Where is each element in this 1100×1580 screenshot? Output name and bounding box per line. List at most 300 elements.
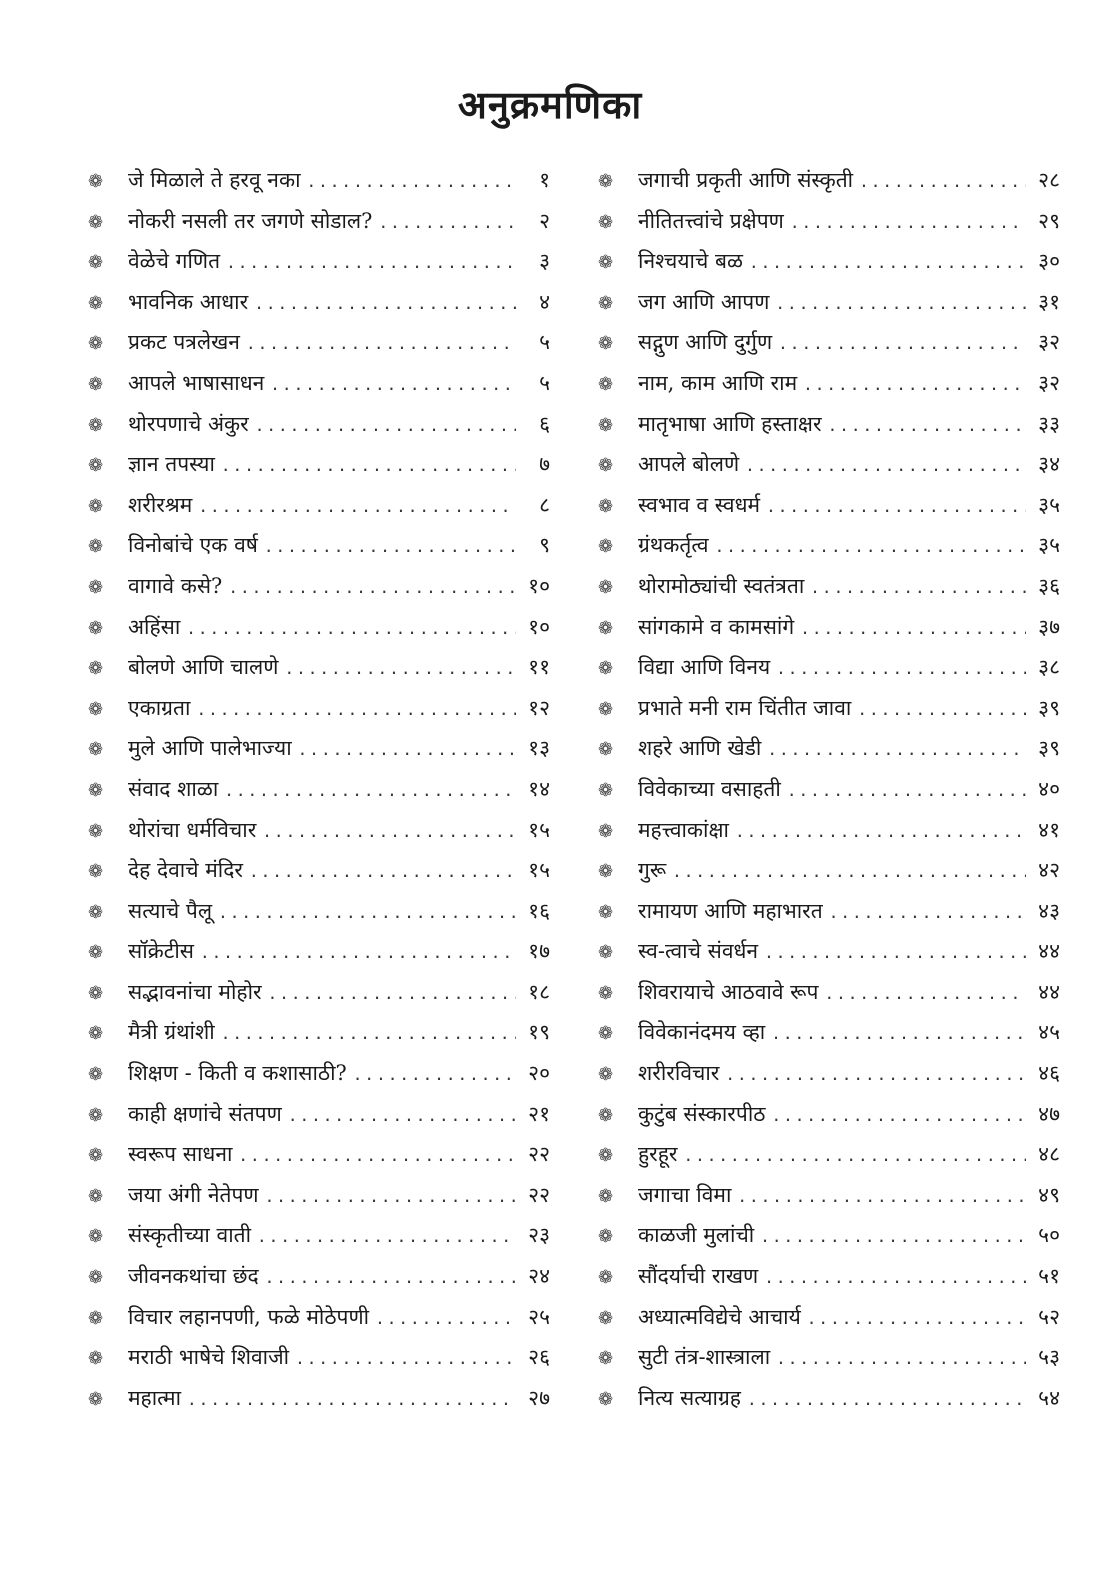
toc-entry-title: हुरहूर	[638, 1142, 678, 1167]
dot-leader	[288, 1096, 516, 1136]
toc-entry-page-number: ३५	[1038, 533, 1060, 558]
toc-entry-title: शिक्षण - किती व कशासाठी?	[128, 1061, 347, 1086]
toc-entry-title: संवाद शाळा	[128, 776, 219, 801]
flower-bullet-icon: ❁	[88, 739, 104, 761]
toc-entry	[88, 769, 550, 810]
toc-entry	[598, 1053, 1060, 1094]
toc-entry-page-number: ३२	[1038, 370, 1060, 395]
toc-entry-title: मराठी भाषेचे शिवाजी	[128, 1345, 290, 1370]
toc-entry	[598, 1378, 1060, 1419]
toc-entry	[598, 850, 1060, 891]
toc-entry-page-number: २७	[528, 1385, 550, 1410]
toc-entry	[598, 444, 1060, 485]
flower-bullet-icon: ❁	[598, 1388, 614, 1410]
toc-entry-page-number: १९	[528, 1020, 550, 1045]
flower-bullet-icon: ❁	[88, 617, 104, 639]
flower-bullet-icon: ❁	[88, 861, 104, 883]
toc-entry-title: गुरू	[638, 858, 667, 883]
dot-leader	[790, 203, 1026, 243]
toc-entry	[88, 1012, 550, 1053]
toc-entry-title: जगाची प्रकृती आणि संस्कृती	[638, 168, 854, 192]
flower-bullet-icon: ❁	[598, 211, 614, 233]
dot-leader	[810, 568, 1026, 608]
toc-entry-page-number: ३५	[1038, 492, 1060, 517]
dot-leader	[186, 609, 516, 649]
toc-entry	[88, 1297, 550, 1338]
dot-leader	[221, 446, 516, 486]
flower-bullet-icon: ❁	[88, 1226, 104, 1248]
toc-entry-page-number: ४०	[1038, 776, 1060, 801]
toc-entry-page-number: ४	[539, 289, 550, 314]
toc-entry-title: वागावे कसे?	[128, 573, 223, 598]
dot-leader	[262, 812, 516, 852]
toc-entry	[598, 160, 1060, 201]
toc-entry	[598, 647, 1060, 688]
flower-bullet-icon: ❁	[598, 982, 614, 1004]
flower-bullet-icon: ❁	[88, 292, 104, 314]
flower-bullet-icon: ❁	[598, 820, 614, 842]
toc-entry-page-number: १७	[528, 939, 550, 964]
toc-entry-page-number: ५४	[1038, 1385, 1060, 1410]
toc-entry	[88, 728, 550, 769]
toc-entry-title: विवेकाच्या वसाहती	[638, 776, 781, 801]
flower-bullet-icon: ❁	[88, 942, 104, 964]
flower-bullet-icon: ❁	[88, 414, 104, 436]
dot-leader	[200, 933, 516, 973]
flower-bullet-icon: ❁	[598, 1064, 614, 1086]
toc-entry-title: प्रभाते मनी राम चिंतीत जावा	[638, 695, 852, 720]
toc-entry-title: विचार लहानपणी, फळे मोठेपणी	[128, 1304, 370, 1329]
flower-bullet-icon: ❁	[88, 820, 104, 842]
toc-entry	[88, 1337, 550, 1378]
dot-leader	[353, 1055, 516, 1095]
dot-leader	[257, 1217, 516, 1257]
toc-entry-page-number: १३	[528, 736, 550, 761]
flower-bullet-icon: ❁	[88, 982, 104, 1004]
toc-entry	[88, 201, 550, 242]
toc-entry	[88, 1256, 550, 1297]
toc-entry-title: विद्या आणि विनय	[638, 655, 771, 680]
toc-entry-title: रामायण आणि महाभारत	[638, 898, 823, 923]
flower-bullet-icon: ❁	[88, 536, 104, 558]
toc-entry-page-number: ४८	[1038, 1142, 1060, 1167]
flower-bullet-icon: ❁	[598, 779, 614, 801]
toc-entry-title: विनोबांचे एक वर्ष	[128, 533, 258, 558]
flower-bullet-icon: ❁	[88, 1185, 104, 1207]
flower-bullet-icon: ❁	[598, 292, 614, 314]
dot-leader	[672, 852, 1026, 892]
toc-entry-title: सौंदर्याची राखण	[638, 1264, 759, 1289]
toc-entry	[88, 363, 550, 404]
flower-bullet-icon: ❁	[598, 252, 614, 274]
toc-entry-title: स्व-त्वाचे संवर्धन	[638, 939, 759, 964]
toc-entry	[598, 1134, 1060, 1175]
toc-entry	[598, 404, 1060, 445]
flower-bullet-icon: ❁	[88, 171, 104, 192]
flower-bullet-icon: ❁	[88, 1307, 104, 1329]
toc-entry	[88, 444, 550, 485]
flower-bullet-icon: ❁	[88, 252, 104, 274]
toc-entry-page-number: ९	[539, 533, 550, 558]
toc-entry-title: वेळेचे गणित	[128, 249, 221, 274]
dot-leader	[829, 893, 1026, 933]
toc-entry-title: सत्याचे पैलू	[128, 898, 213, 923]
dot-leader	[255, 406, 516, 446]
toc-entry-page-number: ३१	[1038, 289, 1060, 314]
toc-entry-page-number: २९	[1038, 208, 1060, 233]
toc-entry-title: शरीरविचार	[638, 1061, 720, 1086]
flower-bullet-icon: ❁	[88, 576, 104, 598]
toc-entry-page-number: ८	[539, 492, 550, 517]
flower-bullet-icon: ❁	[88, 1104, 104, 1126]
toc-entry-title: शहरे आणि खेडी	[638, 736, 762, 761]
dot-leader	[771, 1096, 1026, 1136]
dot-leader	[771, 1014, 1026, 1054]
toc-entry	[88, 525, 550, 566]
flower-bullet-icon: ❁	[598, 1104, 614, 1126]
flower-bullet-icon: ❁	[88, 455, 104, 477]
dot-leader	[226, 243, 516, 283]
flower-bullet-icon: ❁	[598, 861, 614, 883]
page-title: अनुक्रमणिका	[457, 82, 643, 127]
dot-leader	[246, 324, 516, 364]
dot-leader	[735, 812, 1026, 852]
toc-entry-title: महत्त्वाकांक्षा	[638, 817, 729, 842]
toc-entry-page-number: ५०	[1038, 1223, 1060, 1248]
toc-entry-title: निश्चयाचे बळ	[638, 249, 743, 274]
toc-entry-title: सॉक्रेटीस	[128, 939, 194, 964]
toc-entry-page-number: ४९	[1038, 1182, 1060, 1207]
flower-bullet-icon: ❁	[88, 1064, 104, 1086]
flower-bullet-icon: ❁	[88, 211, 104, 233]
dot-leader	[775, 284, 1026, 324]
toc-entry	[88, 810, 550, 851]
toc-entry	[88, 647, 550, 688]
toc-entry-title: महात्मा	[128, 1385, 182, 1410]
flower-bullet-icon: ❁	[598, 333, 614, 355]
toc-entry-page-number: ३२	[1038, 330, 1060, 355]
dot-leader	[766, 487, 1026, 527]
dot-leader	[776, 1339, 1026, 1379]
dot-leader	[238, 1136, 516, 1176]
toc-entry	[598, 972, 1060, 1013]
dot-leader	[307, 162, 516, 202]
toc-entry-title: कुटुंब संस्कारपीठ	[638, 1101, 766, 1126]
toc-entry-page-number: २३	[528, 1223, 550, 1248]
toc-entry	[88, 607, 550, 648]
toc-entry-page-number: ५	[539, 370, 550, 395]
toc-entry-page-number: ४७	[1038, 1101, 1060, 1126]
toc-entry-page-number: १६	[528, 898, 550, 923]
toc-entry-page-number: ४४	[1038, 939, 1060, 964]
toc-entry-page-number: ३०	[1038, 249, 1060, 274]
dot-leader	[737, 1177, 1026, 1217]
toc-entry-page-number: १०	[528, 614, 550, 639]
toc-entry	[598, 607, 1060, 648]
dot-leader	[683, 1136, 1026, 1176]
toc-entry	[88, 1134, 550, 1175]
dot-leader	[828, 406, 1026, 446]
toc-entry	[598, 1215, 1060, 1256]
toc-entry	[88, 404, 550, 445]
dot-leader	[198, 487, 516, 527]
flower-bullet-icon: ❁	[88, 1348, 104, 1370]
toc-entry-title: भावनिक आधार	[128, 289, 249, 314]
toc-entry-page-number: ४५	[1038, 1020, 1060, 1045]
toc-entry	[598, 1337, 1060, 1378]
toc-entry-title: सद्गुण आणि दुर्गुण	[638, 330, 773, 355]
flower-bullet-icon: ❁	[598, 617, 614, 639]
toc-entry-page-number: ३७	[1038, 614, 1060, 639]
dot-leader	[764, 1258, 1026, 1298]
toc-entry	[598, 1256, 1060, 1297]
flower-bullet-icon: ❁	[598, 739, 614, 761]
dot-leader	[824, 974, 1026, 1014]
dot-leader	[228, 568, 516, 608]
toc-entry-title: जग आणि आपण	[638, 289, 770, 314]
toc-entry-page-number: १	[539, 168, 550, 192]
toc-entry-title: नोकरी नसली तर जगणे सोडाल?	[128, 208, 373, 233]
toc-entry-title: शिवरायाचे आठवावे रूप	[638, 979, 819, 1004]
toc-entry-title: मुले आणि पालेभाज्या	[128, 736, 292, 761]
toc-entry	[88, 891, 550, 932]
flower-bullet-icon: ❁	[88, 901, 104, 923]
flower-bullet-icon: ❁	[88, 1267, 104, 1289]
dot-leader	[747, 1380, 1026, 1420]
toc-entry	[88, 1378, 550, 1419]
toc-entry	[88, 282, 550, 323]
dot-leader	[767, 730, 1026, 770]
dot-leader	[375, 1299, 516, 1339]
toc-entry	[88, 566, 550, 607]
dot-leader	[298, 730, 516, 770]
toc-entry-title: शरीरश्रम	[128, 492, 193, 517]
toc-entry	[598, 241, 1060, 282]
toc-entry	[598, 201, 1060, 242]
dot-leader	[778, 324, 1026, 364]
toc-entry-title: एकाग्रता	[128, 695, 191, 720]
flower-bullet-icon: ❁	[88, 373, 104, 395]
toc-entry	[88, 322, 550, 363]
toc-entry	[598, 485, 1060, 526]
toc-entry	[598, 363, 1060, 404]
toc-entry-page-number: ३४	[1038, 452, 1060, 477]
toc-entry-page-number: २४	[528, 1264, 550, 1289]
toc-entry-title: सद्भावनांचा मोहोर	[128, 979, 262, 1004]
toc-entry-page-number: ३६	[1038, 573, 1060, 598]
toc-entry	[88, 160, 550, 201]
dot-leader	[224, 771, 516, 811]
toc-entry-title: नित्य सत्याग्रह	[638, 1385, 741, 1410]
dot-leader	[249, 852, 516, 892]
dot-leader	[807, 1299, 1026, 1339]
flower-bullet-icon: ❁	[88, 779, 104, 801]
dot-leader	[196, 690, 516, 730]
toc-entry-page-number: ३८	[1038, 655, 1060, 680]
dot-leader	[800, 609, 1026, 649]
toc-entry	[88, 850, 550, 891]
flower-bullet-icon: ❁	[598, 901, 614, 923]
flower-bullet-icon: ❁	[598, 536, 614, 558]
contents-column-right	[598, 160, 1060, 1418]
toc-entry	[88, 485, 550, 526]
toc-entry-page-number: २०	[528, 1061, 550, 1086]
toc-entry-page-number: ४४	[1038, 979, 1060, 1004]
dot-leader	[221, 1014, 516, 1054]
toc-entry-page-number: २६	[528, 1345, 550, 1370]
toc-entry	[598, 1175, 1060, 1216]
toc-entry	[88, 972, 550, 1013]
flower-bullet-icon: ❁	[598, 1226, 614, 1248]
toc-entry-page-number: १४	[528, 776, 550, 801]
toc-entry-page-number: ३३	[1038, 411, 1060, 436]
toc-entry-title: थोरांचा धर्मविचार	[128, 817, 257, 842]
flower-bullet-icon: ❁	[598, 1185, 614, 1207]
toc-entry	[598, 282, 1060, 323]
toc-entry-page-number: २२	[528, 1142, 550, 1167]
flower-bullet-icon: ❁	[598, 576, 614, 598]
dot-leader	[218, 893, 516, 933]
toc-entry	[88, 688, 550, 729]
toc-entry-title: विवेकानंदमय व्हा	[638, 1020, 766, 1045]
toc-entry-title: थोरपणाचे अंकुर	[128, 411, 249, 436]
dot-leader	[787, 771, 1026, 811]
toc-entry-title: अध्यात्मविद्येचे आचार्य	[638, 1304, 801, 1329]
dot-leader	[776, 649, 1026, 689]
toc-entry	[88, 241, 550, 282]
dot-leader	[715, 527, 1026, 567]
toc-entry	[598, 769, 1060, 810]
dot-leader	[265, 1258, 516, 1298]
toc-entry-page-number: १५	[528, 817, 550, 842]
toc-entry-title: जे मिळाले ते हरवू नका	[128, 168, 301, 192]
flower-bullet-icon: ❁	[598, 658, 614, 680]
toc-entry-title: नाम, काम आणि राम	[638, 370, 798, 395]
toc-entry	[598, 1012, 1060, 1053]
toc-entry-page-number: ४२	[1038, 858, 1060, 883]
toc-entry	[598, 728, 1060, 769]
toc-entry	[88, 1053, 550, 1094]
flower-bullet-icon: ❁	[598, 1145, 614, 1167]
flower-bullet-icon: ❁	[88, 698, 104, 720]
toc-entry-title: जीवनकथांचा छंद	[128, 1264, 259, 1289]
flower-bullet-icon: ❁	[598, 1307, 614, 1329]
toc-entry-page-number: ५३	[1038, 1345, 1060, 1370]
dot-leader	[295, 1339, 516, 1379]
dot-leader	[187, 1380, 516, 1420]
flower-bullet-icon: ❁	[598, 942, 614, 964]
toc-entry	[598, 810, 1060, 851]
toc-entry-title: नीतितत्त्वांचे प्रक्षेपण	[638, 208, 784, 233]
flower-bullet-icon: ❁	[598, 1267, 614, 1289]
toc-entry	[598, 525, 1060, 566]
toc-entry-page-number: १२	[528, 695, 550, 720]
toc-entry-title: प्रकट पत्रलेखन	[128, 330, 240, 355]
flower-bullet-icon: ❁	[88, 1145, 104, 1167]
toc-entry-title: सांगकामे व कामसांगे	[638, 614, 795, 639]
dot-leader	[803, 365, 1026, 405]
dot-leader	[270, 365, 516, 405]
toc-entry-page-number: ५	[539, 330, 550, 355]
toc-entry	[598, 891, 1060, 932]
flower-bullet-icon: ❁	[598, 698, 614, 720]
toc-entry-page-number: ६	[539, 411, 550, 436]
dot-leader	[284, 649, 516, 689]
flower-bullet-icon: ❁	[88, 658, 104, 680]
dot-leader	[268, 974, 516, 1014]
toc-entry-page-number: २१	[528, 1101, 550, 1126]
toc-entry-page-number: १८	[528, 979, 550, 1004]
toc-entry-title: स्वरूप साधना	[128, 1142, 233, 1167]
flower-bullet-icon: ❁	[88, 1388, 104, 1410]
toc-entry-title: मैत्री ग्रंथांशी	[128, 1020, 215, 1045]
toc-entry-title: सुटी तंत्र-शास्त्राला	[638, 1345, 771, 1370]
dot-leader	[378, 203, 516, 243]
toc-entry	[598, 1297, 1060, 1338]
toc-entry	[598, 322, 1060, 363]
toc-entry-page-number: ३९	[1038, 736, 1060, 761]
toc-entry-title: ज्ञान तपस्या	[128, 452, 215, 477]
toc-entry-page-number: २२	[528, 1182, 550, 1207]
toc-entry-page-number: ४१	[1038, 817, 1060, 842]
toc-entry-title: काही क्षणांचे संतपण	[128, 1101, 282, 1126]
toc-entry-page-number: ३	[539, 249, 550, 274]
toc-entry-title: बोलणे आणि चालणे	[128, 655, 279, 680]
toc-entry-page-number: २८	[1038, 168, 1060, 192]
toc-entry-page-number: ५१	[1038, 1264, 1060, 1289]
flower-bullet-icon: ❁	[598, 414, 614, 436]
toc-entry-title: जया अंगी नेतेपण	[128, 1182, 259, 1207]
toc-entry-page-number: ३९	[1038, 695, 1060, 720]
flower-bullet-icon: ❁	[88, 1023, 104, 1045]
toc-entry-page-number: १५	[528, 858, 550, 883]
toc-entry-title: आपले भाषासाधन	[128, 370, 265, 395]
flower-bullet-icon: ❁	[598, 373, 614, 395]
dot-leader	[859, 162, 1026, 202]
toc-entry-page-number: ११	[528, 655, 550, 680]
toc-entry-title: देह देवाचे मंदिर	[128, 858, 243, 883]
dot-leader	[857, 690, 1026, 730]
flower-bullet-icon: ❁	[88, 333, 104, 355]
toc-entry-page-number: १०	[528, 573, 550, 598]
toc-entry	[88, 1215, 550, 1256]
dot-leader	[264, 527, 516, 567]
flower-bullet-icon: ❁	[598, 1023, 614, 1045]
toc-entry	[88, 1175, 550, 1216]
dot-leader	[745, 446, 1026, 486]
toc-entry	[598, 931, 1060, 972]
flower-bullet-icon: ❁	[598, 455, 614, 477]
toc-entry	[598, 1094, 1060, 1135]
toc-entry	[88, 931, 550, 972]
dot-leader	[725, 1055, 1026, 1095]
toc-entry	[598, 566, 1060, 607]
toc-entry-title: जगाचा विमा	[638, 1182, 732, 1207]
flower-bullet-icon: ❁	[598, 171, 614, 192]
toc-entry	[598, 688, 1060, 729]
dot-leader	[265, 1177, 516, 1217]
toc-entry-title: काळजी मुलांची	[638, 1223, 755, 1248]
flower-bullet-icon: ❁	[598, 495, 614, 517]
contents-column-left	[88, 160, 550, 1418]
toc-entry-page-number: ४३	[1038, 898, 1060, 923]
toc-entry-title: स्वभाव व स्वधर्म	[638, 492, 761, 517]
toc-entry-page-number: ७	[539, 452, 550, 477]
toc-entry-title: आपले बोलणे	[638, 452, 740, 477]
dot-leader	[254, 284, 516, 324]
toc-entry-title: संस्कृतीच्या वाती	[128, 1223, 252, 1248]
toc-entry-title: थोरामोठ्यांची स्वतंत्रता	[638, 573, 805, 598]
